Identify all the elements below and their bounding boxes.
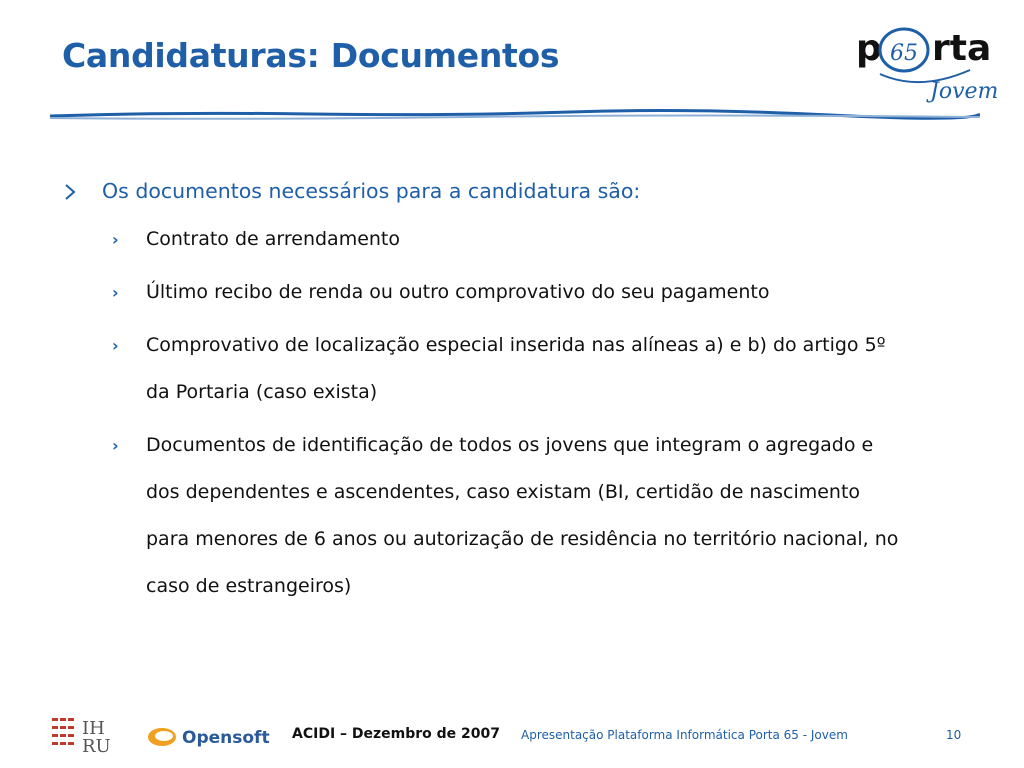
list-item bbox=[62, 269, 906, 316]
list-item bbox=[62, 322, 906, 416]
bullet-icon: › bbox=[112, 230, 119, 249]
main-point-text: Os documentos necessários para a candidatura são: bbox=[102, 179, 641, 203]
porta65-jovem-logo bbox=[850, 22, 1010, 110]
slide-title: Candidaturas: Documentos bbox=[62, 36, 560, 75]
list-item-text: Documentos de identificação de todos os jovens que integram o agregado e dos dependentes e ascendentes, caso existam (BI, certidão de nascimento para menores de 6 anos ou autorização de residência no território nacional, no caso de estrangeiros) bbox=[146, 434, 899, 597]
svg-text:rta: rta bbox=[932, 28, 992, 69]
list-item-text: Contrato de arrendamento bbox=[146, 228, 401, 250]
list-item bbox=[62, 422, 906, 610]
footer-org-date: ACIDI – Dezembro de 2007 bbox=[292, 726, 501, 742]
svg-text:RU: RU bbox=[82, 736, 111, 754]
footer-presentation-title: Apresentação Plataforma Informática Porta 65 - Jovem bbox=[521, 728, 848, 742]
ihru-logo bbox=[52, 716, 130, 754]
main-point bbox=[62, 170, 972, 212]
page-number: 10 bbox=[946, 728, 962, 742]
document-list bbox=[62, 216, 972, 610]
svg-text:Jovem: Jovem bbox=[930, 79, 999, 104]
bullet-icon: › bbox=[112, 283, 119, 302]
list-item-text: Comprovativo de localização especial inserida nas alíneas a) e b) do artigo 5º da Portaria (caso exista) bbox=[146, 334, 886, 403]
list-item-text: Último recibo de renda ou outro comprovativo do seu pagamento bbox=[146, 281, 770, 303]
svg-text:Opensoft: Opensoft bbox=[182, 728, 270, 748]
opensoft-logo bbox=[146, 722, 276, 750]
svg-text:IH: IH bbox=[82, 718, 105, 739]
svg-text:p: p bbox=[856, 28, 882, 69]
bullet-icon: › bbox=[112, 336, 119, 355]
title-divider bbox=[50, 108, 980, 124]
slide-content bbox=[62, 170, 972, 616]
svg-text:65: 65 bbox=[890, 41, 918, 66]
chevron-right-icon bbox=[64, 183, 76, 201]
bullet-icon: › bbox=[112, 436, 119, 455]
list-item bbox=[62, 216, 906, 263]
